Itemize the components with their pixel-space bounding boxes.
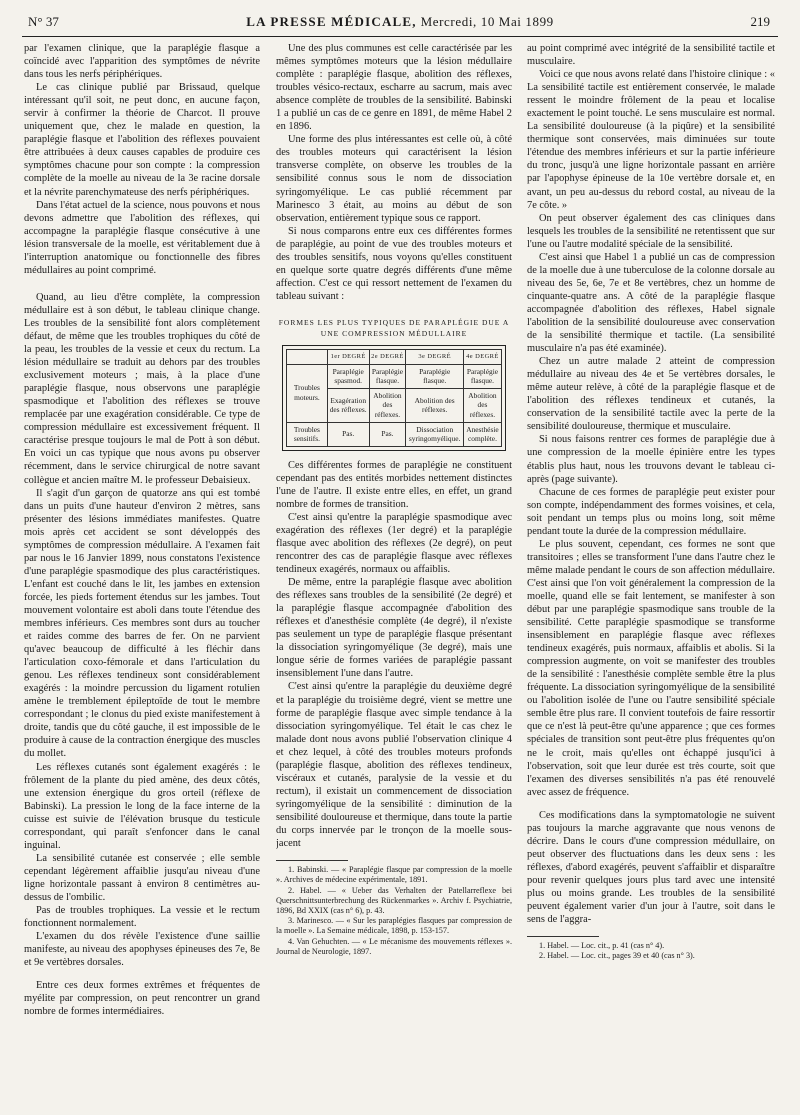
paragraph: C'est ainsi qu'entre la paraplégie spasmodique avec exagération des réflexes (1er degré) et la paraplégie flasque avec abolition des réflexes (2e degré), on peut rencontrer des cas de paraplégie flasque avec réflexes tendineux exagérés, normaux ou affaiblis. [276, 511, 512, 576]
page-header [22, 6, 778, 37]
paragraph: Le cas clinique publié par Brissaud, quelque intéressant qu'il soit, ne peut donc, en aucune façon, servir à confirmer la théorie de Charcot. Il prouve uniquement que, chez le malade en question, la paraplégie flasque et l'abolition des réflexes pouvaient être attribuées à deux causes capables de produire ces symptômes chacune pour son compte : la compression complète de la moelle au niveau de la 3e racine dorsale et la névrite parenchymateuse des nerfs périphériques. [24, 82, 260, 198]
table-cell: Paraplégie flasque. [406, 364, 463, 388]
footnote: 3. Marinesco. — « Sur les paraplégies flasques par compression de la moelle ». La Semaine médicale, 1898, p. 153-157. [276, 916, 512, 936]
footnote: 1. Habel. — Loc. cit., p. 41 (cas n° 4). [539, 941, 665, 951]
paragraph: C'est ainsi que Habel 1 a publié un cas de compression de la moelle due à une tuberculose de la colonne dorsale au niveau des 5e, 6e, 7e et 8e vertèbres, chez un homme de cinquante-quatre ans. A côté de la paraplégie flasque accompagnée d'abolition des réflexes, Habel signale l'abolition de la sensibilité douloureuse avec conservation de la sensibilité thermique et tactile. (La sensibilité musculaire n'a pas été examinée). [527, 251, 775, 355]
paragraph: Les réflexes cutanés sont également exagérés : le frôlement de la plante du pied amène, des deux côtés, une extension énergique du gros orteil (réflexe de Babinski). La pression le long de la face interne de la cuisse est suivie de l'élévation brusque du testicule correspondant, qui paraît s'enfoncer dans le canal inguinal. [24, 761, 260, 851]
page-number: 219 [750, 14, 770, 29]
column-1 [24, 42, 260, 1107]
paragraph: Une des plus communes est celle caractérisée par les mêmes symptômes moteurs que la lésion médullaire complète : paraplégie flasque, abolition des réflexes, troubles vésico-rectaux, escharre au sacrum, mais avec absence complète de troubles de la sensibilité. Babinski 1 a publié un cas de ce genre en 1891, de même Habel 2 en 1896. [276, 43, 512, 133]
table-cell: Abolition des réflexes. [406, 388, 463, 422]
column-3 [527, 42, 775, 1107]
paragraph: Chez un autre malade 2 atteint de compression médullaire au niveau des 4e et 5e vertèbres dorsales, le même auteur relève, à côté de la paraplégie flasque et de l'abolition des réflexes tendineux et cutanés, la conservation de la sensibilité tactile avec la perte de la sensibilité douloureuse, thermique et musculaire. [527, 356, 775, 433]
paragraph: Pas de troubles trophiques. La vessie et le rectum fonctionnent normalement. [24, 905, 260, 930]
paragraph: Le plus souvent, cependant, ces formes ne sont que transitoires ; elles se transforment l'une dans l'autre chez le même malade pendant le cours de son affection médullaire. C'est ainsi que l'on voit généralement la compression de la moelle, quand elle se fait lentement, se manifester à son début par une paraplégie spasmodique sans trouble de la sensibilité. Cette paraplégie spasmodique se transforme insensiblement en paraplégie flasque avec réflexes tendineux exagérés, puis normaux, affaiblis et abolis. Si la compression augmente, on voit se manifester des troubles de la sensibilité : l'anesthésie complète semble être la plus fréquente. La dissociation syringomyélique de la sensibilité ou l'abolition isolée de l'une ou l'autre sensibilité spéciale semble être plus rare. Il convient toutefois de faire ressortir que ce n'est là peut-être qu'une apparence ; que ces formes spéciales de transition sont peut-être plus fréquentes qu'on ne le croit, mais qu'elles ont échappé jusqu'ici à l'observation, soit que leur durée est très courte, soit que l'examen des diverses sensibilités n'a pas été renouvelé avec assez de fréquence. [527, 538, 775, 798]
paragraph: Il s'agit d'un garçon de quatorze ans qui est tombé dans un puits d'une hauteur d'environ 2 mètres, sans présenter des lésions immédiates manifestes. Quatre mois après cet accident se sont développés des symptômes de compression médullaire. A l'examen fait par nous le 16 Janvier 1899, nous constatons l'existence d'une paraplégie spasmodique des plus caractéristiques. L'enfant est couché dans le lit, les jambes en extension forcée, les pieds fortement étendus sur les jambes. Tout mouvement volontaire est aboli dans toute l'étendue des membres inférieurs. Ces membres sont durs au toucher et raides comme des barres de fer. On ne parvient qu'avec beaucoup de difficulté à les fléchir dans l'articulation coxo-fémorale et dans l'articulation du genou. Les réflexes tendineux sont considérablement exagérés : la moindre percussion du ligament rotulien amène le tremblement épileptoïde de tout le membre correspondant ; le clonus du pied existe manifestement à droite, tandis que du côté gauche, il est impossible de le produire à cause de la contraction énergique des muscles du mollet. [24, 487, 260, 760]
table-row [287, 422, 502, 446]
table-header-row [287, 349, 502, 364]
paragraph: C'est ainsi qu'entre la paraplégie du deuxième degré et la paraplégie du troisième degré, vient se mettre une forme de paraplégie flasque avec simple tendance à la dissociation syringomyélique. Tel était le cas chez le malade dont nous avons publié l'observation clinique 4 et chez lequel, à côté des troubles moteurs profonds (paraplégie flasque, abolition des réflexes tendineux, viscéraux et cutanés, paralysie de la vessie et du rectum), il existait un commencement de dissociation syringomyélique de la sensibilité : diminution de la sensibilité douloureuse et thermique, dans toute la partie du corps innervée par le tronçon de la moelle sous-jacent [276, 681, 512, 850]
table-header-cell [287, 349, 328, 364]
paragraph: Si nous comparons entre eux ces différentes formes de paraplégie, au point de vue des troubles moteurs et des troubles sensitifs, nous voyons qu'elles constituent en quelque sorte quatre degrés différents d'une même affection. C'est ce qui ressort nettement de l'examen du tableau suivant : [276, 225, 512, 302]
paragraph: Ces différentes formes de paraplégie ne constituent cependant pas des entités morbides nettement distinctes l'une de l'autre. Il existe entre elles, en effet, un grand nombre de formes de transition. [276, 459, 512, 510]
footnote: 2. Habel. — Loc. cit., pages 39 et 40 (cas n° 3). [539, 951, 695, 961]
paragraph: Une forme des plus intéressantes est celle où, à côté des troubles moteurs qui caractérisent la lésion transverse complète, on observe les troubles de la sensibilité connus sous le nom de dissociation syringomyélique. Le cas publié récemment par Marinesco 3 était, au moins au début de son observation, entièrement typique sous ce rapport. [276, 134, 512, 224]
table-cell: Abolition des réflexes. [463, 388, 501, 422]
table-cell: Anesthésie complète. [463, 422, 501, 446]
table-cell: Paraplégie flasque. [463, 364, 501, 388]
row-label-sensory: Troubles sensitifs. [287, 422, 328, 446]
footnote: 1. Babinski. — « Paraplégie flasque par compression de la moelle ». Archives de médecine expérimentale, 1891. [276, 865, 512, 885]
table-header-cell: 4e DEGRÉ [463, 349, 501, 364]
issue-date: Mercredi, 10 Mai 1899 [420, 14, 554, 29]
degree-table-grid [286, 349, 502, 447]
table-cell: Dissociation syringomyélique. [406, 422, 463, 446]
paragraph: au point comprimé avec intégrité de la sensibilité tactile et musculaire. [527, 43, 775, 68]
paragraph: Si nous faisons rentrer ces formes de paraplégie due à une compression de la moelle épinière entre les types établis plus haut, nous les trouvons devant le tableau ci-après (page suivante). [527, 434, 775, 485]
table-row [287, 364, 502, 388]
paragraph: Quand, au lieu d'être complète, la compression médullaire est à son début, le tableau clinique change. Les troubles de la sensibilité font alors complètement défaut, de même que les troubles trophiques du côté de la peau, les troubles de la vessie et ceux du rectum. La lésion médullaire se traduit au dehors par des troubles exclusivement moteurs ; mais, à la place d'une paraplégie flasque, nous observons une paraplégie spasmodique et l'abolition des réflexes se trouve remplacée par une exagération considérable. Ce type de compression médullaire est excessivement fréquent. Il caractérise presque toujours le mal de Pott à son début. En voici un cas typique que nous avons pu observer récemment, dans le service chirurgical de notre savant collègue et ancien maître M. le professeur Debaisieux. [24, 291, 260, 486]
footnote: 2. Habel. — « Ueber das Verhalten der Patellarreflexe bei Querschnittsunterbrechung des Rückenmarkes ». Archiv f. Psychiatrie, 1896, Bd XXIX (cas n° 6), p. 43. [276, 885, 512, 915]
journal-title [22, 14, 778, 30]
table-header-cell: 2e DEGRÉ [369, 349, 406, 364]
paragraph: La sensibilité cutanée est conservée ; elle semble cependant légèrement affaiblie jusqu'au niveau d'une ligne horizontale passant à environ 8 centimètres au-dessus de l'ombilic. [24, 852, 260, 903]
issue-number: N° 37 [28, 14, 59, 29]
degree-table [282, 345, 506, 451]
paragraph: Dans l'état actuel de la science, nous pouvons et nous devons admettre que l'abolition des réflexes, qui accompagne la paraplégie flasque consécutive à une lésion transversale de la moelle, est véritablement due à l'interruption anatomique ou fonctionnelle des fibres médullaires au point comprimé. [24, 199, 260, 276]
paragraph: De même, entre la paraplégie flasque avec abolition des réflexes sans troubles de la sensibilité (2e degré) et la paraplégie flasque accompagnée d'abolition des réflexes et d'anesthésie complète (4e degré), il n'existe pas seulement un type de paraplégie flasque présentant la dissociation syringomyélique (3e degré), mais une longue série de formes variées de paraplégie passant insensiblement l'une dans l'autre. [276, 577, 512, 680]
table-cell: Pas. [369, 422, 406, 446]
table-cell: Paraplégie spasmod. [327, 364, 369, 388]
paragraph: Chacune de ces formes de paraplégie peut exister pour son compte, indépendamment des formes voisines, et cela, soit pendant un temps plus ou moins long, soit même pendant toute la durée de la compression médullaire. [527, 486, 775, 537]
table-cell: Pas. [327, 422, 369, 446]
table-cell: Exagération des réflexes. [327, 388, 369, 422]
paragraph: Ces modifications dans la symptomatologie ne suivent pas toujours la marche aggravante que nous venons de décrire. Dans le cours d'une compression médullaire, on peut observer des fluctuations dans les deux sens : les réflexes, d'abord exagérés, peuvent s'affaiblir et disparaître pour revenir quelques jours plus tard avec une intensité plus ou moins grande. Les troubles de la sensibilité peuvent également varier d'un jour à l'autre, soit dans le sens de l'aggra- [527, 809, 775, 926]
paragraph: On peut observer également des cas cliniques dans lesquels les troubles de la sensibilité ne retentissent que sur l'une ou l'autre modalité spéciale de la sensibilité. [527, 212, 775, 250]
row-label-motor: Troubles moteurs. [287, 364, 328, 422]
table-header-cell: 1er DEGRÉ [327, 349, 369, 364]
table-title: FORMES LES PLUS TYPIQUES DE PARAPLÉGIE DUE A UNE COMPRESSION MÉDULLAIRE [278, 317, 510, 338]
journal-name: LA PRESSE MÉDICALE, [246, 14, 417, 29]
paragraph: Entre ces deux formes extrêmes et fréquentes de myélite par compression, on peut rencontrer un grand nombre de formes intermédiaires. [24, 980, 260, 1018]
paragraph: L'examen du dos révèle l'existence d'une saillie manifeste, au niveau des apophyses épineuses des 7e, 8e et 9e vertèbres dorsales. [24, 931, 260, 969]
footnote: 4. Van Gehuchten. — « Le mécanisme des mouvements réflexes ». Journal de Neurologie, 1897. [276, 936, 512, 956]
paragraph: par l'examen clinique, que la paraplégie flasque a coïncidé avec l'apparition des symptômes de névrite dans tous les nerfs périphériques. [24, 43, 260, 81]
footnote-rule [527, 936, 599, 937]
table-cell: Abolition des réflexes. [369, 388, 406, 422]
table-cell: Paraplégie flasque. [369, 364, 406, 388]
column-2 [276, 42, 512, 1107]
footnote-rule [276, 860, 348, 861]
table-header-cell: 3e DEGRÉ [406, 349, 463, 364]
paragraph: Voici ce que nous avons relaté dans l'histoire clinique : « La sensibilité tactile est entièrement conservée, le malade ressent le moindre frôlement de la peau et localise exactement le point touché. Le sens musculaire est normal. La sensibilité douloureuse (à la piqûre) et la sensibilité thermique sont conservées, mais diminuées sur toute l'étendue des membres inférieurs et sur la partie inférieure du tronc, jusqu'à une ligne horizontale passant en arrière par l'apophyse épineuse de la 10e vertèbre dorsale et, en avant, un peu au-dessus du rebord costal, au niveau de la 7e côte. » [527, 69, 775, 211]
